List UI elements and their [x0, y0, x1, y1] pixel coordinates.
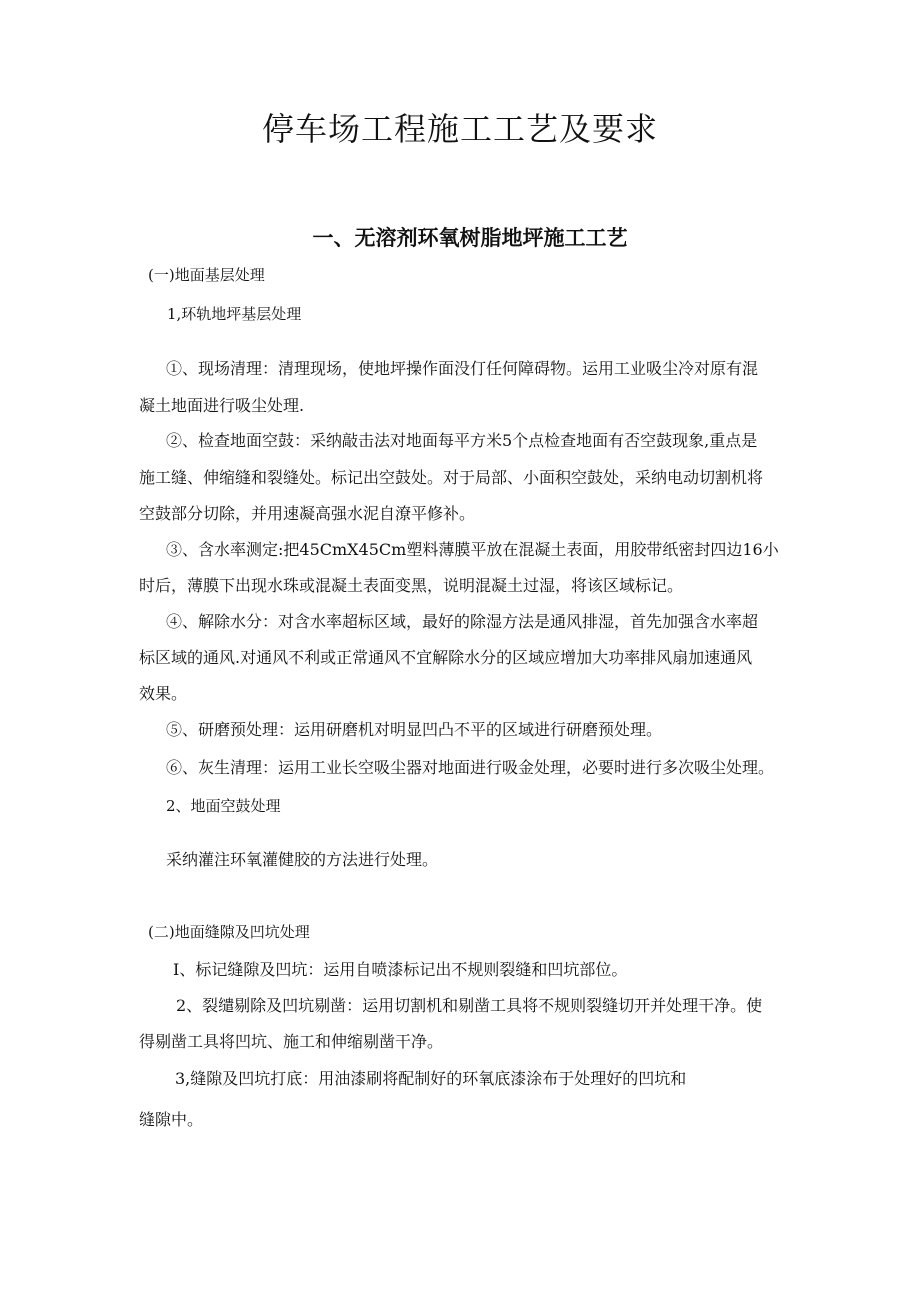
item-heading: 1,环轨地坪基层处理 [167, 305, 302, 323]
subsection-heading: (一)地面基层处理 [148, 266, 265, 284]
paragraph-line: 缝隙中。 [139, 1110, 204, 1129]
paragraph-line: 效果。 [139, 684, 188, 703]
paragraph-line: 标区域的通风.对通风不利或正常通风不宜解除水分的区域应增加大功率排风扇加速通风 [139, 648, 753, 667]
paragraph-line: I、标记缝隙及凹坑：运用自喷漆标记出不规则裂缝和凹坑部位。 [173, 960, 628, 979]
paragraph-line: ④、解除水分：对含水率超标区域，最好的除湿方法是通风排湿，首先加强含水率超 [166, 612, 759, 631]
section-heading: 一、无溶剂环氧树脂地坪施工工艺 [312, 226, 628, 250]
paragraph-line: ⑤、研磨预处理：运用研磨机对明显凹凸不平的区域进行研磨预处理。 [166, 720, 663, 739]
paragraph-line: 空鼓部分切除，并用速凝高强水泥自潦平修补。 [139, 504, 476, 523]
document-title: 停车场工程施工工艺及要求 [261, 110, 658, 148]
paragraph-line: ①、现场清理：清理现场，使地坪操作面没仃任何障碍物。运用工业吸尘冷对原有混 [166, 359, 759, 378]
paragraph-line: 得剔凿工具将凹坑、施工和伸缩剔凿干净。 [139, 1032, 444, 1051]
item-heading: 2、地面空鼓处理 [166, 797, 281, 815]
paragraph-line: 3,缝隙及凹坑打底：用油漆刷将配制好的环氧底漆涂布于处理好的凹坑和 [175, 1069, 687, 1088]
paragraph-line: 凝土地面进行吸尘处理. [139, 396, 305, 415]
paragraph-line: ③、含水率测定:把45CmX45Cm塑料薄膜平放在混凝土表面，用胶带纸密封四边16小 [166, 540, 779, 559]
paragraph-line: 时后，薄膜下出现水珠或混凝土表面变黑，说明混凝土过湿，将该区域标记。 [139, 576, 684, 595]
paragraph-line: ②、检查地面空鼓：采纳敲击法对地面每平方米5个点检查地面有否空鼓现象,重点是 [166, 431, 758, 450]
paragraph-line: 采纳灌注环氧灌健胶的方法进行处理。 [166, 850, 439, 869]
paragraph-line: 2、裂缱剔除及凹坑剔凿：运用切割机和剔凿工具将不规则裂缝切开并处理干净。使 [176, 996, 763, 1015]
subsection-heading: (二)地面缝隙及凹坑处理 [148, 923, 310, 941]
paragraph-line: ⑥、灰生清理：运用工业长空吸尘器对地面进行吸金处理，必要时进行多次吸尘处理。 [166, 758, 775, 777]
paragraph-line: 施工缝、伸缩缝和裂缝处。标记出空鼓处。对于局部、小面积空鼓处，采纳电动切割机将 [139, 468, 764, 487]
